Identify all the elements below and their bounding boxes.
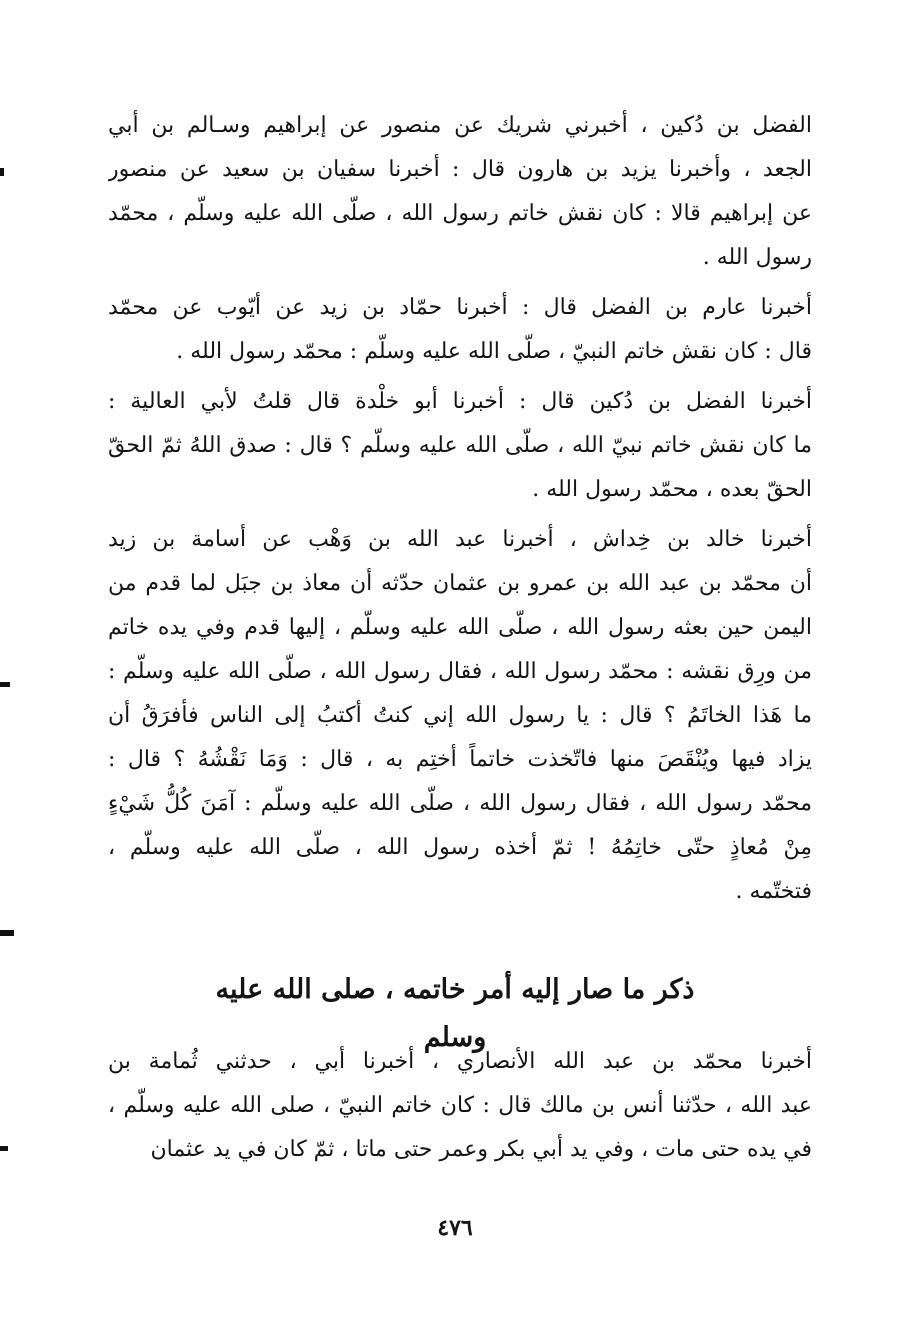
text-line: قال : كان نقش خاتم النبيّ ، صلّى الله عليه وسلّم : محمّد رسول الله . <box>176 339 812 364</box>
text-line: رسول الله . <box>702 245 812 270</box>
text-line: اليمن حين بعثه رسول الله ، صلّى الله عليه وسلّم ، إليها قدم وفي يده خاتم <box>108 615 812 640</box>
text-line: أخبرنا الفضل بن دُكين قال : أخبرنا أبو خلْدة قال قلتُ لأبي العالية : <box>108 389 812 414</box>
text-line: الحقّ بعده ، محمّد رسول الله . <box>532 477 812 502</box>
text-line: أخبرنا محمّد بن عبد الله الأنصاري ، أخبرنا أبي ، حدثني ثُمامة بن <box>108 1049 812 1074</box>
paragraph <box>108 1040 812 1172</box>
text-line: أخبرنا خالد بن خِداش ، أخبرنا عبد الله بن وَهْب عن أسامة بن زيد <box>108 527 812 552</box>
main-text-bottom <box>108 1040 812 1172</box>
paragraph <box>108 286 812 374</box>
text-line: ما كان نقش خاتم نبيّ الله ، صلّى الله عليه وسلّم ؟ قال : صدق اللهُ ثمّ الحقّ <box>108 433 812 458</box>
text-line: عبد الله ، حدّثنا أنس بن مالك قال : كان خاتم النبيّ ، صلى الله عليه وسلّم ، <box>108 1093 812 1118</box>
text-line: في يده حتى مات ، وفي يد أبي بكر وعمر حتى ماتا ، ثمّ كان في يد عثمان <box>150 1137 812 1162</box>
margin-mark <box>0 930 14 936</box>
page-number: ٤٧٦ <box>437 1215 473 1241</box>
paragraph <box>108 380 812 512</box>
text-line: أخبرنا عارم بن الفضل قال : أخبرنا حمّاد بن زيد عن أيّوب عن محمّد <box>108 295 812 320</box>
main-text-top <box>108 104 812 914</box>
text-line: أن محمّد بن عبد الله بن عمرو بن عثمان حدّثه أن معاذ بن جبَل لما قدم من <box>108 571 812 596</box>
text-line: محمّد رسول الله ، فقال رسول الله ، صلّى الله عليه وسلّم : آمَنَ كُلُّ شَيْءٍ <box>108 791 812 816</box>
section-heading: ذكر ما صار إليه أمر خاتمه ، صلى الله عليه وسلم <box>215 974 695 1053</box>
text-line: يزاد فيها ويُنْقَصَ منها فاتّخذت خاتماً أختِم به ، قال : وَمَا نَقْشُهُ ؟ قال : <box>108 747 812 772</box>
text-line: من ورِق نقشه : محمّد رسول الله ، فقال رسول الله ، صلّى الله عليه وسلّم : <box>108 659 812 684</box>
text-line: ما هَذا الخاتَمُ ؟ قال : يا رسول الله إني كنتُ أكتبُ إلى الناس فأفرَقُ أن <box>108 703 812 728</box>
text-line: الفضل بن دُكين ، أخبرني شريك عن منصور عن إبراهيم وسـالم بن أبي <box>108 113 812 138</box>
text-line: عن إبراهيم قالا : كان نقش خاتم رسول الله ، صلّى الله عليه وسلّم ، محمّد <box>108 201 812 226</box>
margin-mark <box>0 168 4 176</box>
margin-mark <box>0 1146 8 1151</box>
text-line: فتختّمه . <box>735 879 812 904</box>
margin-mark <box>0 682 10 687</box>
paragraph <box>108 104 812 280</box>
paragraph <box>108 518 812 914</box>
text-line: الجعد ، وأخبرنا يزيد بن هارون قال : أخبرنا سفيان بن سعيد عن منصور <box>108 157 812 182</box>
text-line: مِنْ مُعاذٍ حتّى خاتِمُهُ ! ثمّ أخذه رسول الله ، صلّى الله عليه وسلّم ، <box>108 835 812 860</box>
